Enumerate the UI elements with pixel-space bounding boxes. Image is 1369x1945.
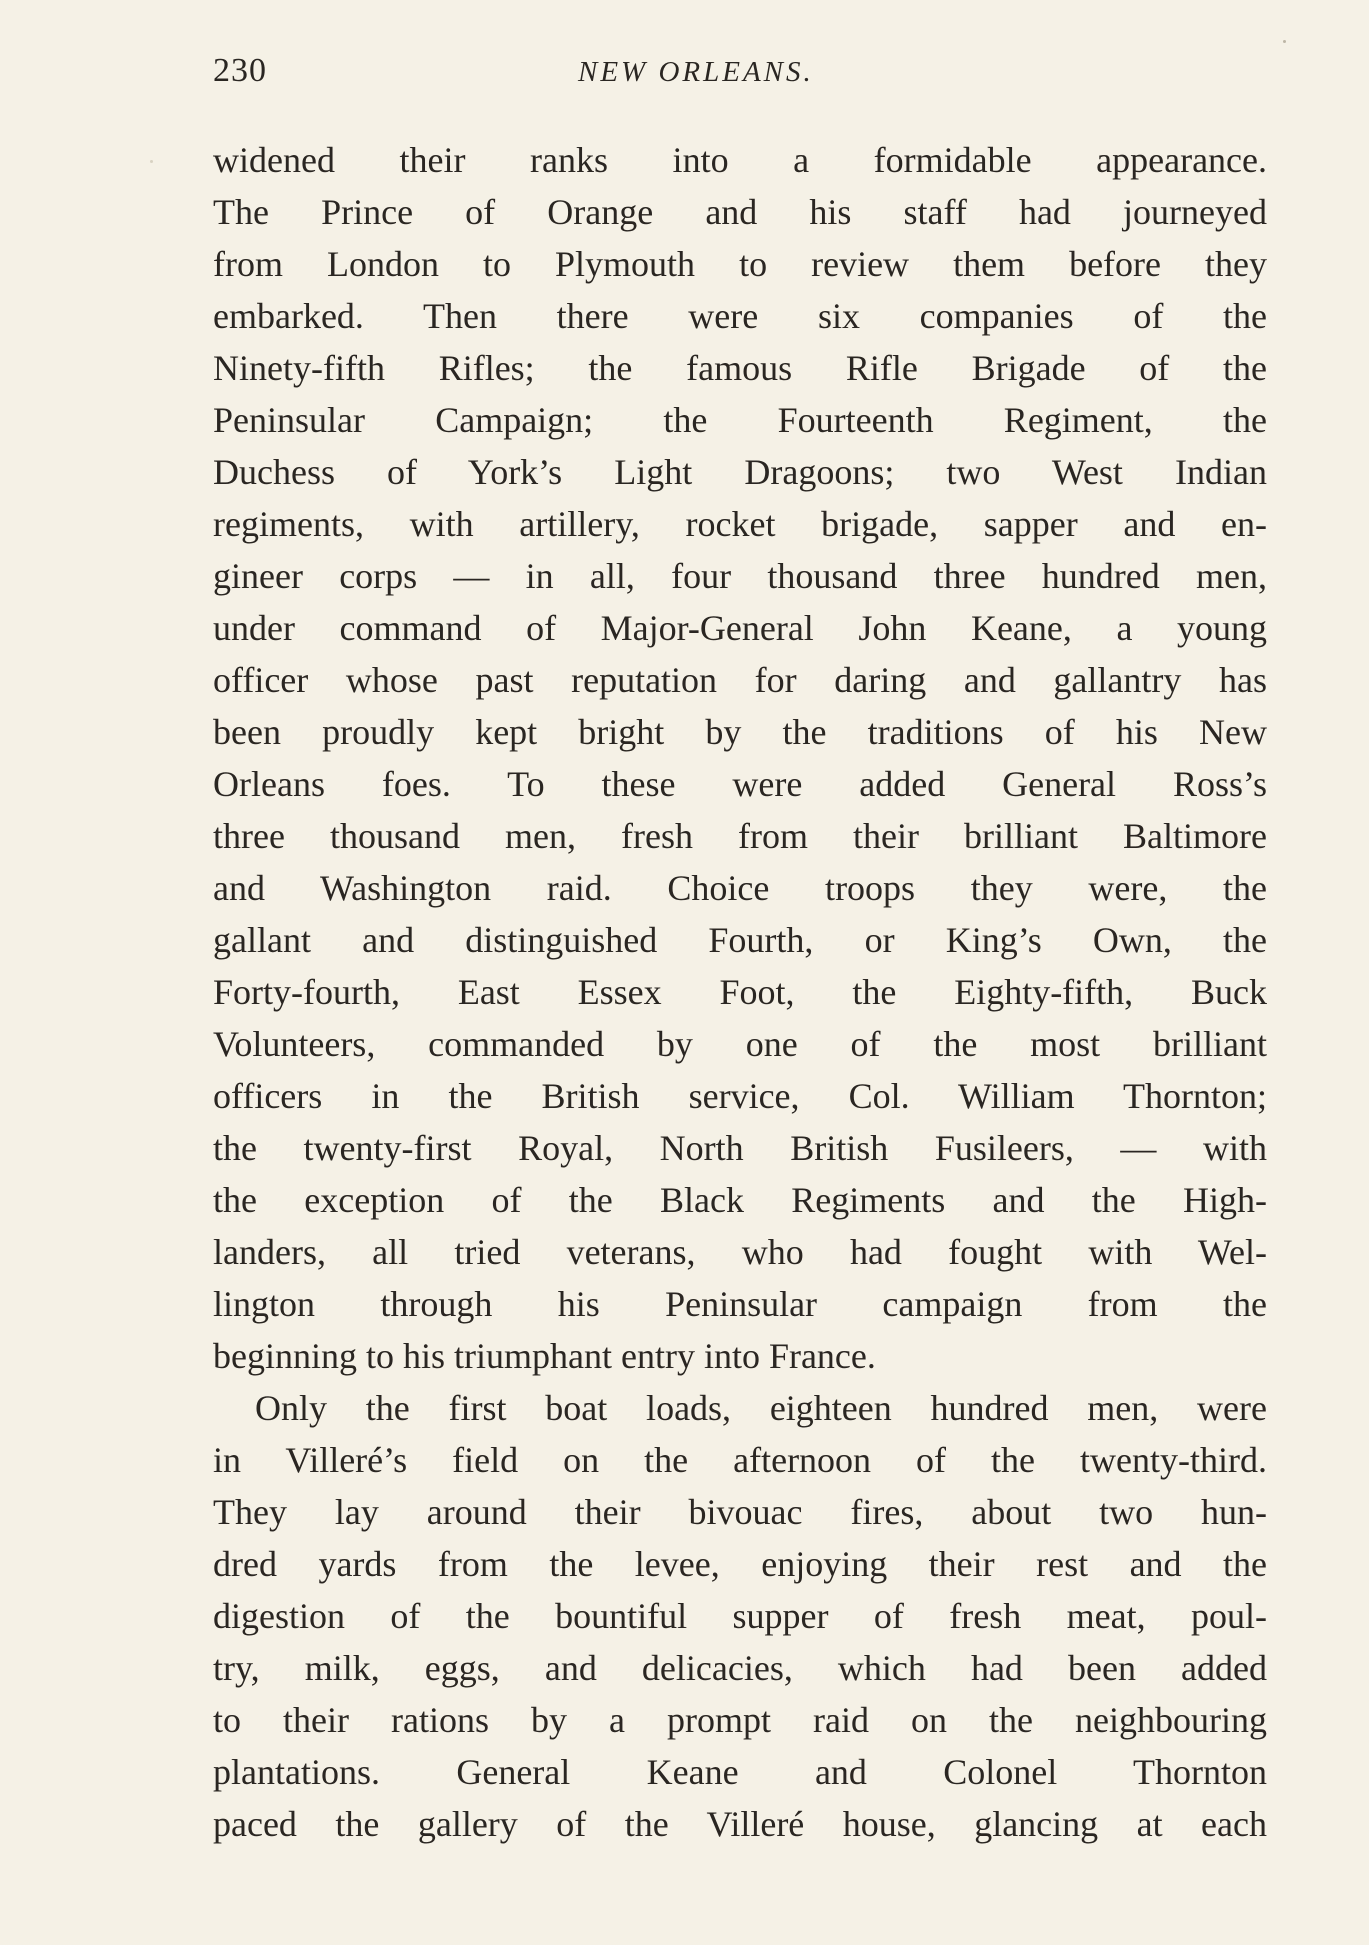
text-line: landers, all tried veterans, who had fought with Wel- (213, 1232, 1267, 1272)
text-line: been proudly kept bright by the traditions of his New (213, 712, 1267, 752)
text-line: dred yards from the levee, enjoying their rest and the (213, 1544, 1267, 1584)
text-line: They lay around their bivouac fires, about two hun- (213, 1492, 1267, 1532)
text-line: gallant and distinguished Fourth, or King’s Own, the (213, 920, 1267, 960)
text-line: from London to Plymouth to review them before they (213, 244, 1267, 284)
text-line: officers in the British service, Col. William Thornton; (213, 1076, 1267, 1116)
text-line: the twenty-first Royal, North British Fusileers, — with (213, 1128, 1267, 1168)
text-line: digestion of the bountiful supper of fresh meat, poul- (213, 1596, 1267, 1636)
text-line: try, milk, eggs, and delicacies, which had been added (213, 1648, 1267, 1688)
margin-speck (150, 160, 153, 163)
text-line: in Villeré’s field on the afternoon of the twenty-third. (213, 1440, 1267, 1480)
edge-speck (1283, 40, 1286, 43)
text-line: the exception of the Black Regiments and the High- (213, 1180, 1267, 1220)
text-line: paced the gallery of the Villeré house, glancing at each (213, 1804, 1267, 1844)
page-header (213, 52, 1263, 102)
page-number: 230 (213, 52, 267, 89)
text-line: gineer corps — in all, four thousand three hundred men, (213, 556, 1267, 596)
text-line: and Washington raid. Choice troops they were, the (213, 868, 1267, 908)
text-line: officer whose past reputation for daring and gallantry has (213, 660, 1267, 700)
text-line: Volunteers, commanded by one of the most brilliant (213, 1024, 1267, 1064)
text-line: The Prince of Orange and his staff had journeyed (213, 192, 1267, 232)
paragraph-end-line: beginning to his triumphant entry into France. (213, 1336, 876, 1376)
text-line: plantations. General Keane and Colonel Thornton (213, 1752, 1267, 1792)
text-line: three thousand men, fresh from their brilliant Baltimore (213, 816, 1267, 856)
text-line: widened their ranks into a formidable appearance. (213, 140, 1267, 180)
text-line: regiments, with artillery, rocket brigade, sapper and en- (213, 504, 1267, 544)
paragraph-start-line: Only the first boat loads, eighteen hundred men, were (255, 1388, 1267, 1428)
text-line: Orleans foes. To these were added General Ross’s (213, 764, 1267, 804)
text-line: lington through his Peninsular campaign from the (213, 1284, 1267, 1324)
text-line: Ninety-fifth Rifles; the famous Rifle Brigade of the (213, 348, 1267, 388)
body-text (213, 134, 1267, 1850)
text-line: embarked. Then there were six companies of the (213, 296, 1267, 336)
running-head: NEW ORLEANS. (578, 56, 814, 88)
text-line: under command of Major-General John Keane, a young (213, 608, 1267, 648)
text-line: Forty-fourth, East Essex Foot, the Eighty-fifth, Buck (213, 972, 1267, 1012)
text-line: to their rations by a prompt raid on the neighbouring (213, 1700, 1267, 1740)
text-line: Peninsular Campaign; the Fourteenth Regiment, the (213, 400, 1267, 440)
text-line: Duchess of York’s Light Dragoons; two West Indian (213, 452, 1267, 492)
